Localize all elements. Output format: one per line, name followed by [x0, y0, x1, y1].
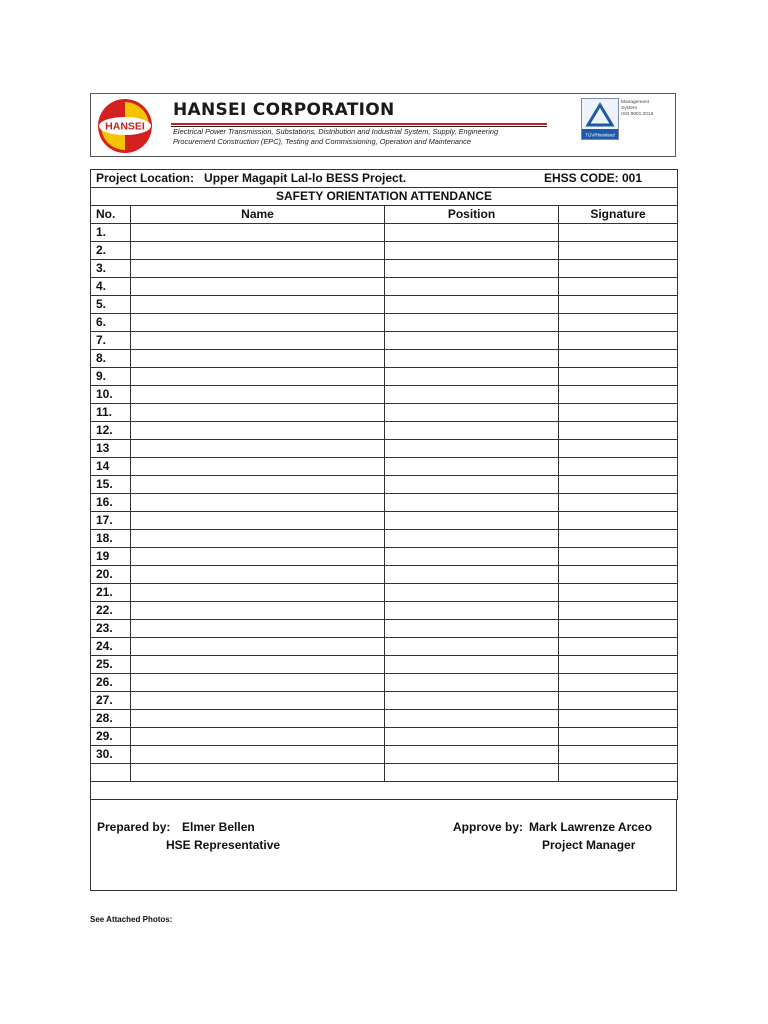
- name-cell[interactable]: [131, 728, 385, 746]
- table-row: [91, 638, 678, 656]
- name-cell[interactable]: [131, 602, 385, 620]
- table-row: [91, 242, 678, 260]
- position-cell[interactable]: [385, 260, 559, 278]
- row-number: 3.: [91, 260, 131, 278]
- row-number: 7.: [91, 332, 131, 350]
- table-row: [91, 764, 678, 782]
- signature-cell[interactable]: [559, 548, 678, 566]
- certification-mark: [581, 98, 671, 152]
- signature-cell[interactable]: [559, 422, 678, 440]
- row-number: 5.: [91, 296, 131, 314]
- row-number: 18.: [91, 530, 131, 548]
- name-cell[interactable]: [131, 260, 385, 278]
- name-cell[interactable]: [131, 656, 385, 674]
- name-cell[interactable]: [131, 458, 385, 476]
- signature-cell[interactable]: [559, 350, 678, 368]
- name-cell[interactable]: [131, 620, 385, 638]
- position-cell[interactable]: [385, 494, 559, 512]
- table-row: [91, 512, 678, 530]
- row-number: 8.: [91, 350, 131, 368]
- position-cell[interactable]: [385, 728, 559, 746]
- table-row: [91, 656, 678, 674]
- name-cell[interactable]: [131, 296, 385, 314]
- cert-badge-text: TÜVRheinland: [585, 132, 615, 138]
- signature-cell[interactable]: [559, 458, 678, 476]
- prepared-by-name: Elmer Bellen: [182, 820, 255, 834]
- signature-cell[interactable]: [559, 638, 678, 656]
- attached-photos-note: See Attached Photos:: [90, 915, 173, 924]
- row-number: 24.: [91, 638, 131, 656]
- tuv-triangle-icon: [582, 99, 618, 139]
- signature-cell[interactable]: [559, 512, 678, 530]
- project-location-row: [91, 170, 678, 188]
- row-number: 17.: [91, 512, 131, 530]
- position-cell[interactable]: [385, 476, 559, 494]
- table-row: [91, 296, 678, 314]
- blank-cell: [91, 782, 678, 800]
- position-cell[interactable]: [385, 584, 559, 602]
- name-cell[interactable]: [131, 584, 385, 602]
- name-cell[interactable]: [131, 368, 385, 386]
- table-row: [91, 278, 678, 296]
- row-number: 10.: [91, 386, 131, 404]
- cert-text: [621, 100, 669, 118]
- table-row: [91, 584, 678, 602]
- name-cell[interactable]: [131, 314, 385, 332]
- cert-line: Management: [621, 100, 649, 105]
- attendance-table: [90, 169, 678, 800]
- company-tagline: [173, 127, 553, 147]
- row-number: 27.: [91, 692, 131, 710]
- signature-cell[interactable]: [559, 764, 678, 782]
- position-cell[interactable]: [385, 548, 559, 566]
- signature-cell[interactable]: [559, 224, 678, 242]
- name-cell[interactable]: [131, 674, 385, 692]
- position-cell[interactable]: [385, 278, 559, 296]
- position-cell[interactable]: [385, 404, 559, 422]
- table-row: [91, 566, 678, 584]
- table-row: [91, 350, 678, 368]
- signature-cell[interactable]: [559, 692, 678, 710]
- table-row: [91, 458, 678, 476]
- signature-cell[interactable]: [559, 602, 678, 620]
- position-cell[interactable]: [385, 314, 559, 332]
- name-cell[interactable]: [131, 710, 385, 728]
- name-cell[interactable]: [131, 638, 385, 656]
- row-number: 20.: [91, 566, 131, 584]
- position-cell[interactable]: [385, 746, 559, 764]
- position-cell[interactable]: [385, 224, 559, 242]
- table-row: [91, 314, 678, 332]
- name-cell[interactable]: [131, 530, 385, 548]
- row-number: 21.: [91, 584, 131, 602]
- prepared-by-label: Prepared by:: [97, 820, 171, 834]
- letterhead: [90, 93, 676, 157]
- table-row: [91, 386, 678, 404]
- position-cell[interactable]: [385, 458, 559, 476]
- position-cell[interactable]: [385, 368, 559, 386]
- table-row: [91, 710, 678, 728]
- position-cell[interactable]: [385, 656, 559, 674]
- name-cell[interactable]: [131, 548, 385, 566]
- column-header-no: No.: [91, 206, 131, 224]
- name-cell[interactable]: [131, 332, 385, 350]
- signature-cell[interactable]: [559, 530, 678, 548]
- name-cell[interactable]: [131, 692, 385, 710]
- name-cell[interactable]: [131, 278, 385, 296]
- table-row: [91, 368, 678, 386]
- row-number: [91, 764, 131, 782]
- table-row: [91, 494, 678, 512]
- position-cell[interactable]: [385, 764, 559, 782]
- signature-cell[interactable]: [559, 260, 678, 278]
- row-number: 6.: [91, 314, 131, 332]
- row-number: 16.: [91, 494, 131, 512]
- name-cell[interactable]: [131, 476, 385, 494]
- signature-cell[interactable]: [559, 314, 678, 332]
- position-cell[interactable]: [385, 530, 559, 548]
- position-cell[interactable]: [385, 620, 559, 638]
- name-cell[interactable]: [131, 350, 385, 368]
- row-number: 26.: [91, 674, 131, 692]
- name-cell[interactable]: [131, 404, 385, 422]
- name-cell[interactable]: [131, 224, 385, 242]
- name-cell[interactable]: [131, 422, 385, 440]
- position-cell[interactable]: [385, 422, 559, 440]
- cert-line: System: [621, 106, 637, 111]
- signature-cell[interactable]: [559, 278, 678, 296]
- column-header-row: [91, 206, 678, 224]
- table-row: [91, 620, 678, 638]
- column-header-position: Position: [385, 206, 559, 224]
- signature-cell[interactable]: [559, 368, 678, 386]
- table-row: [91, 476, 678, 494]
- row-number: 1.: [91, 224, 131, 242]
- ehss-code: EHSS CODE: 001: [544, 171, 643, 185]
- table-row: [91, 692, 678, 710]
- name-cell[interactable]: [131, 440, 385, 458]
- signature-cell[interactable]: [559, 656, 678, 674]
- position-cell[interactable]: [385, 242, 559, 260]
- form-title: SAFETY ORIENTATION ATTENDANCE: [91, 188, 678, 206]
- row-number: 23.: [91, 620, 131, 638]
- position-cell[interactable]: [385, 512, 559, 530]
- row-number: 22.: [91, 602, 131, 620]
- position-cell[interactable]: [385, 692, 559, 710]
- row-number: 19: [91, 548, 131, 566]
- signature-cell[interactable]: [559, 386, 678, 404]
- tagline-line-2: Procurement Construction (EPC), Testing and Commissioning, Operation and Maintenance: [173, 137, 471, 146]
- form-title-row: [91, 188, 678, 206]
- table-row: [91, 332, 678, 350]
- prepared-by-role: HSE Representative: [166, 838, 281, 852]
- table-row: [91, 602, 678, 620]
- row-number: 4.: [91, 278, 131, 296]
- project-location-value: Upper Magapit Lal-lo BESS Project.: [204, 171, 407, 185]
- table-row: [91, 746, 678, 764]
- table-row: [91, 728, 678, 746]
- blank-row: [91, 782, 678, 800]
- column-header-name: Name: [131, 206, 385, 224]
- row-number: 15.: [91, 476, 131, 494]
- signature-cell[interactable]: [559, 476, 678, 494]
- table-row: [91, 674, 678, 692]
- signature-cell[interactable]: [559, 332, 678, 350]
- position-cell[interactable]: [385, 674, 559, 692]
- table-row: [91, 422, 678, 440]
- approved-by-label: Approve by:: [453, 820, 524, 834]
- row-number: 29.: [91, 728, 131, 746]
- signature-cell[interactable]: [559, 494, 678, 512]
- project-location-cell: [91, 170, 678, 188]
- name-cell[interactable]: [131, 566, 385, 584]
- name-cell[interactable]: [131, 386, 385, 404]
- row-number: 25.: [91, 656, 131, 674]
- signature-cell[interactable]: [559, 728, 678, 746]
- company-name: HANSEI CORPORATION: [173, 100, 395, 120]
- name-cell[interactable]: [131, 746, 385, 764]
- hansei-logo-icon: [97, 98, 153, 154]
- row-number: 13: [91, 440, 131, 458]
- approved-by-role: Project Manager: [542, 838, 636, 852]
- signature-cell[interactable]: [559, 620, 678, 638]
- position-cell[interactable]: [385, 710, 559, 728]
- cert-line: ISO 9001:2015: [621, 112, 654, 117]
- table-row: [91, 260, 678, 278]
- signature-cell[interactable]: [559, 404, 678, 422]
- table-row: [91, 530, 678, 548]
- position-cell[interactable]: [385, 440, 559, 458]
- name-cell[interactable]: [131, 764, 385, 782]
- row-number: 30.: [91, 746, 131, 764]
- name-cell[interactable]: [131, 242, 385, 260]
- row-number: 28.: [91, 710, 131, 728]
- column-header-signature: Signature: [559, 206, 678, 224]
- signature-cell[interactable]: [559, 566, 678, 584]
- table-row: [91, 440, 678, 458]
- name-cell[interactable]: [131, 494, 385, 512]
- letterhead-rule-red: [171, 123, 547, 125]
- tuv-badge-icon: [581, 98, 619, 140]
- position-cell[interactable]: [385, 566, 559, 584]
- table-row: [91, 404, 678, 422]
- row-number: 9.: [91, 368, 131, 386]
- signature-cell[interactable]: [559, 584, 678, 602]
- position-cell[interactable]: [385, 386, 559, 404]
- position-cell[interactable]: [385, 350, 559, 368]
- row-number: 14: [91, 458, 131, 476]
- signature-cell[interactable]: [559, 242, 678, 260]
- row-number: 11.: [91, 404, 131, 422]
- signature-cell[interactable]: [559, 296, 678, 314]
- name-cell[interactable]: [131, 512, 385, 530]
- position-cell[interactable]: [385, 296, 559, 314]
- approved-by-name: Mark Lawrenze Arceo: [529, 820, 652, 834]
- position-cell[interactable]: [385, 332, 559, 350]
- tagline-line-1: Electrical Power Transmission, Substations, Distribution and Industrial System, Supply, Engineering: [173, 127, 499, 136]
- table-row: [91, 548, 678, 566]
- row-number: 12.: [91, 422, 131, 440]
- signature-cell[interactable]: [559, 674, 678, 692]
- signature-cell[interactable]: [559, 746, 678, 764]
- project-location-label: Project Location:: [96, 171, 195, 185]
- signature-cell[interactable]: [559, 710, 678, 728]
- position-cell[interactable]: [385, 638, 559, 656]
- table-row: [91, 224, 678, 242]
- signatory-section: [90, 800, 677, 891]
- position-cell[interactable]: [385, 602, 559, 620]
- logo-text: HANSEI: [105, 120, 145, 133]
- row-number: 2.: [91, 242, 131, 260]
- signature-cell[interactable]: [559, 440, 678, 458]
